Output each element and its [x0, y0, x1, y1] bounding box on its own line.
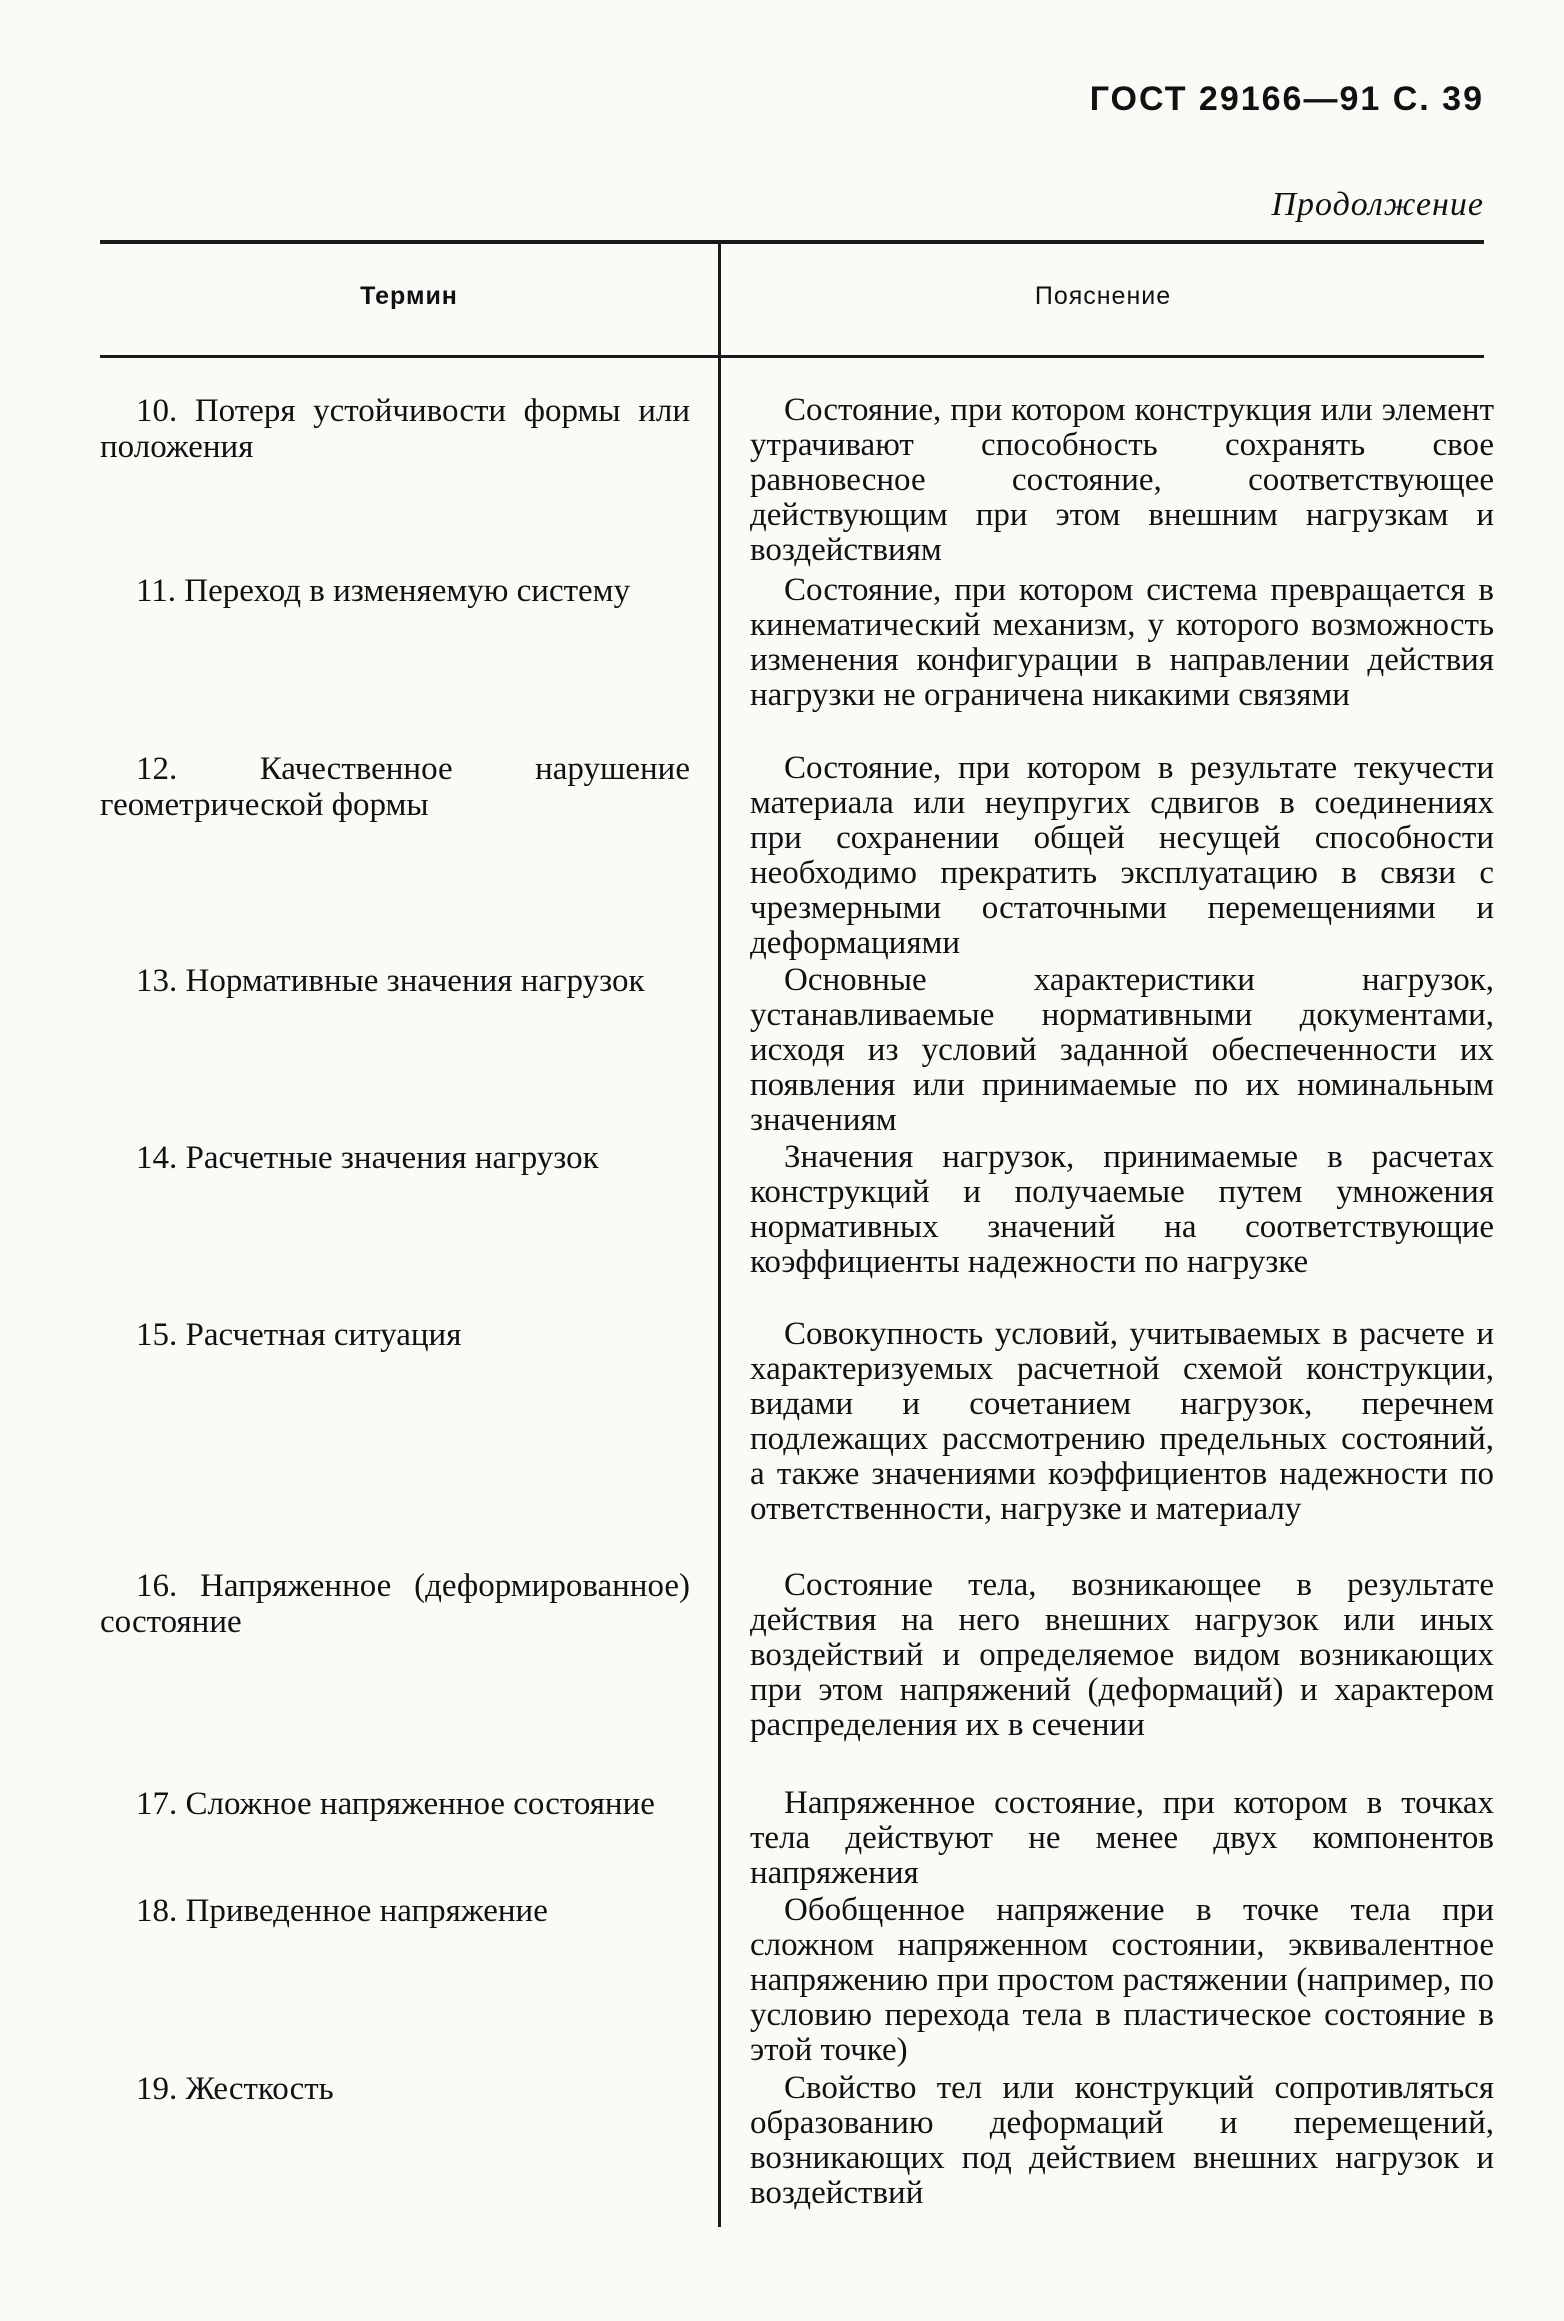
standard-reference: ГОСТ 29166—91 С. 39	[1089, 80, 1484, 118]
explanation-cell: Свойство тел или конструкций сопротивляться образованию деформаций и перемещений, возникающих под действием внешних нагрузок и воздействий	[750, 2070, 1494, 2211]
term-cell: 12. Качественное нарушение геометрической формы	[100, 751, 690, 823]
term-cell: 11. Переход в изменяемую систему	[136, 573, 631, 609]
explanation-cell: Обобщенное напряжение в точке тела при сложном напряженном состоянии, эквивалентное напряжению при простом растяжении (например, по условию перехода тела в пластическое состояние в этой точке)	[750, 1892, 1494, 2068]
explanation-cell: Состояние, при котором в результате текучести материала или неупругих сдвигов в соединениях при сохранении общей несущей способности необходимо прекратить эксплуатацию в связи с чрезмерными остаточными перемещениями и деформациями	[750, 750, 1494, 961]
term-cell: 15. Расчетная ситуация	[136, 1317, 462, 1353]
explanation-cell: Состояние, при котором конструкция или элемент утрачивают способность сохранять свое равновесное состояние, соответствующее действующим при этом внешним нагрузкам и воздействиям	[750, 392, 1494, 568]
table-header-rule	[100, 355, 1484, 358]
term-cell: 14. Расчетные значения нагрузок	[136, 1140, 599, 1176]
column-header-explanation: Пояснение	[1034, 282, 1172, 310]
explanation-cell: Основные характеристики нагрузок, устанавливаемые нормативными документами, исходя из условий заданной обеспеченности их появления или принимаемые по их номинальным значениям	[750, 962, 1494, 1138]
term-cell: 10. Потеря устойчивости формы или положения	[100, 393, 690, 465]
explanation-cell: Совокупность условий, учитываемых в расчете и характеризуемых расчетной схемой конструкции, видами и сочетанием нагрузок, перечнем подлежащих рассмотрению предельных состояний, а также значениями коэффициентов надежности по ответственности, нагрузке и материалу	[750, 1316, 1494, 1527]
continuation-label: Продолжение	[1271, 186, 1484, 223]
term-cell: 19. Жесткость	[136, 2071, 334, 2107]
table-top-rule	[100, 240, 1484, 244]
explanation-cell: Состояние, при котором система превращается в кинематический механизм, у которого возможность изменения конфигурации в направлении действия нагрузки не ограничена никакими связями	[750, 572, 1494, 713]
explanation-cell: Значения нагрузок, принимаемые в расчетах конструкций и получаемые путем умножения нормативных значений на соответствующие коэффициенты надежности по нагрузке	[750, 1139, 1494, 1280]
term-cell: 13. Нормативные значения нагрузок	[136, 963, 645, 999]
term-cell: 18. Приведенное напряжение	[136, 1893, 548, 1929]
term-cell: 17. Сложное напряженное состояние	[136, 1786, 655, 1822]
explanation-cell: Напряженное состояние, при котором в точках тела действуют не менее двух компонентов напряжения	[750, 1785, 1494, 1891]
column-divider	[718, 242, 721, 2227]
column-header-term: Термин	[360, 282, 458, 310]
explanation-cell: Состояние тела, возникающее в результате действия на него внешних нагрузок или иных воздействий и определяемое видом возникающих при этом напряжений (деформаций) и характером распределения их в сечении	[750, 1567, 1494, 1743]
term-cell: 16. Напряженное (деформированное) состояние	[100, 1568, 690, 1640]
